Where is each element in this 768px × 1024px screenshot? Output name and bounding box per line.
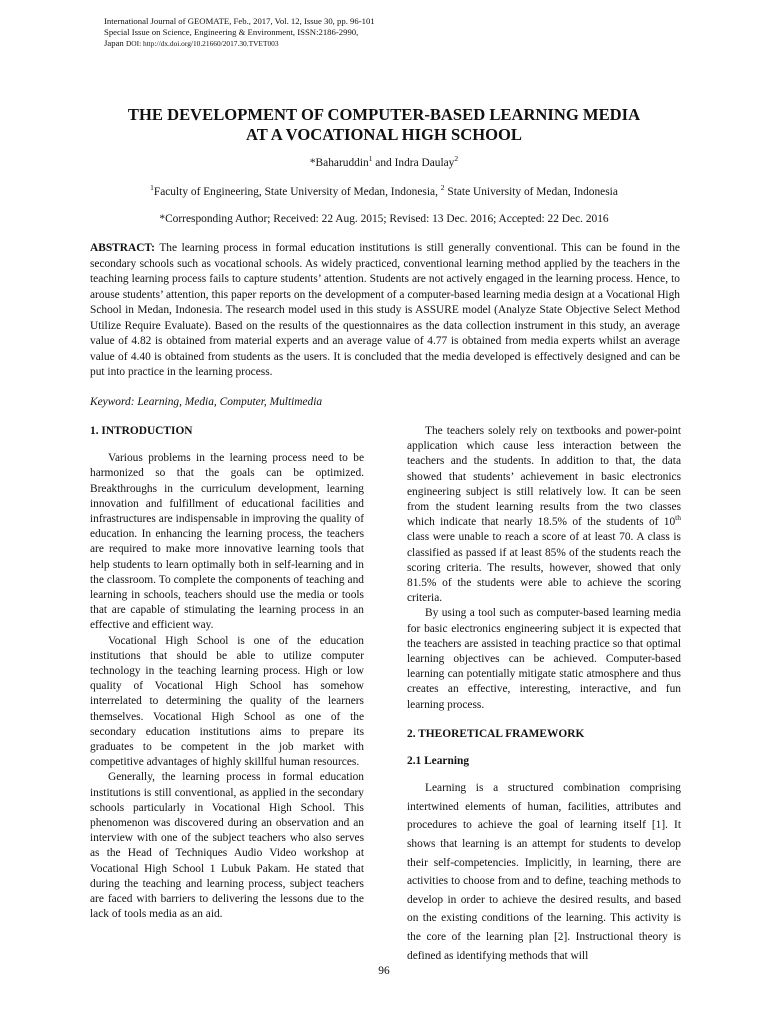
journal-doi-line bbox=[104, 38, 444, 49]
journal-country: Japan bbox=[104, 38, 124, 48]
author-list bbox=[60, 154, 708, 169]
paper-title-line-2: AT A VOCATIONAL HIGH SCHOOL bbox=[246, 125, 522, 144]
corresponding-author-line: *Corresponding Author; Received: 22 Aug. 2015; Revised: 13 Dec. 2016; Accepted: 22 Dec. 2016 bbox=[159, 213, 609, 225]
grade-superscript: th bbox=[675, 513, 681, 523]
intro-paragraph-5: By using a tool such as computer-based learning media for basic electronics engineering subject it is expected that the teachers are assisted in teaching practice so that optimal learning objectives can be achieved. Computer-based learning can potentially mitigate static atmosphere and thus creates an effective, interesting, interactive, and fun learning process. bbox=[407, 607, 681, 711]
left-column bbox=[90, 424, 364, 923]
journal-citation-line: International Journal of GEOMATE, Feb., 2017, Vol. 12, Issue 30, pp. 96-101 bbox=[104, 16, 375, 26]
author-2: Indra Daulay bbox=[394, 157, 455, 169]
intro-paragraph-4 bbox=[407, 424, 681, 606]
affiliation-1-mark: 1 bbox=[150, 183, 154, 192]
intro-paragraph-4-part-2: class were unable to reach a score of at least 70. A class is classified as passed if at least 85% of the students reach the scoring criteria. The results, however, showed that only 81.5% of the students were able to achieve the scoring criteria. bbox=[407, 531, 681, 605]
abstract bbox=[90, 241, 680, 381]
learning-paragraph-1: Learning is a structured combination comprising intertwined elements of human, facilities, attributes and procedures to achieve the goal of learning itself [1]. It shows that learning is an attempt for students to develop their self-competencies. Implicitly, in learning, there are activities to choose from and to define, teaching methods to develop in order to achieve the desired results, and based on the existing conditions of the learning. This activity is the core of the learning plan [2]. Instructional theory is defined as identifying methods that will bbox=[407, 782, 681, 962]
section-heading-introduction: 1. INTRODUCTION bbox=[90, 425, 193, 437]
subsection-heading-learning: 2.1 Learning bbox=[407, 755, 470, 768]
affiliations bbox=[60, 183, 708, 198]
author-1-affiliation-mark: 1 bbox=[368, 154, 373, 163]
paper-title bbox=[60, 105, 708, 145]
page-number: 96 bbox=[378, 965, 390, 977]
right-column bbox=[407, 424, 681, 965]
author-conjunction: and bbox=[372, 157, 395, 169]
keywords: Keyword: Learning, Media, Computer, Multimedia bbox=[90, 396, 323, 408]
affiliation-1: Faculty of Engineering, State University of Medan, Indonesia, bbox=[153, 186, 441, 198]
abstract-text: The learning process in formal education institutions is still generally conventional. This can be found in the secondary schools such as vocational schools. As widely practiced, conventional learning method applied by the teachers in the teaching learning process fails to capture students’ attention. Students are not actively engaged in the learning process. Hence, to arouse students’ attention, this paper reports on the development of a computer-based learning media design at a Vocational High School in Medan, Indonesia. The research model used in this study is ASSURE model (Analyze State Objective Select Method Utilize Require Evaluate). Based on the results of the questionnaires as the data collection instrument in this study, an average value of 4.82 is obtained from material experts and an average value of 4.77 is obtained from media experts whilst an average value of 4.40 is obtained from students as the users. It is concluded that the media developed is effectively designed and can be put into practice in the learning process. bbox=[90, 242, 680, 378]
affiliation-2-mark: 2 bbox=[440, 183, 445, 192]
abstract-label: ABSTRACT: bbox=[90, 242, 155, 254]
intro-paragraph-3: Generally, the learning process in formal education institutions is still conventional, as applied in the secondary schools particularly in Vocational High School. This phenomenon was discovered during an observation and an interview with one of the subject teachers who also serves as the Head of Techniques Audio Video workshop at Vocational High School 1 Lubuk Pakam. He stated that during the teaching and learning process, subject teachers are faced with barriers to delivering the lessons due to the lack of tools media as an aid. bbox=[90, 771, 364, 921]
journal-header bbox=[104, 16, 444, 49]
intro-paragraph-4-part-1: The teachers solely rely on textbooks and power-point application which cause less interaction between the teachers and the students. In addition to that, the data showed that students’ achievement in basic electronics engineering subject is still relatively low. It can be seen from the student learning results from the two classes which indicate that nearly 18.5% of the students of 10 bbox=[407, 425, 681, 529]
paper-title-line-1: THE DEVELOPMENT OF COMPUTER-BASED LEARNING MEDIA bbox=[127, 105, 641, 124]
intro-paragraph-2: Vocational High School is one of the education institutions that should be able to utilize computer technology in the teaching learning process. High or low quality of Vocational High School has somehow interrelated to determining the quality of the learners themselves. Vocational High School as one of the secondary education institutions aims to prepare its graduates to be competent in the job market with competitive advantages of highly skillful human resources. bbox=[90, 634, 364, 769]
journal-issn-line: Special Issue on Science, Engineering & Environment, ISSN:2186-2990, bbox=[104, 27, 359, 37]
author-2-affiliation-mark: 2 bbox=[454, 154, 459, 163]
section-heading-theoretical-framework: 2. THEORETICAL FRAMEWORK bbox=[407, 727, 585, 740]
intro-paragraph-1: Various problems in the learning process need to be harmonized so that the goals can be optimized. Breakthroughs in the curriculum development, learning innovation and fulfillment of educational facilities and infrastructures are indispensable in improving the quality of education. In enhancing the learning process, the teachers are required to make more innovative learning tools that help students to learn optimally both in self-learning and in the classroom. To complete the components of teaching and learning in schools, teachers should use the media or tools that are capable of stimulating the learning process in an effective and efficient way. bbox=[90, 452, 364, 632]
doi-link[interactable]: DOI: http://dx.doi.org/10.21660/2017.30.TVET003 bbox=[125, 39, 279, 48]
author-1: *Baharuddin bbox=[309, 157, 369, 169]
affiliation-2: State University of Medan, Indonesia bbox=[444, 186, 618, 198]
